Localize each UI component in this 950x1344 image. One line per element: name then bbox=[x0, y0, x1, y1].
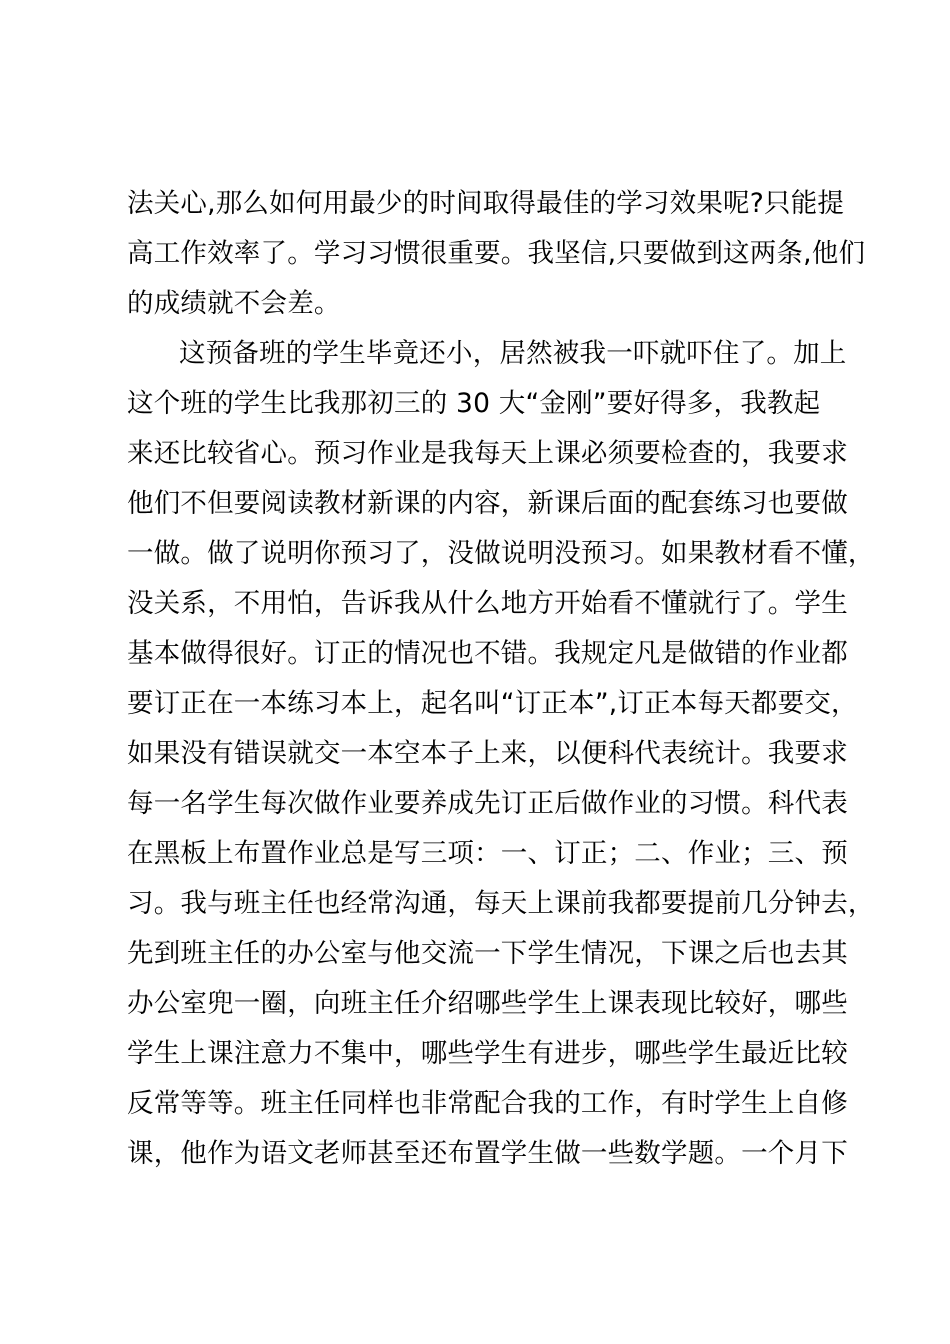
text-line: 学生上课注意力不集中，哪些学生有进步，哪些学生最近比较 bbox=[127, 1038, 848, 1069]
text-line: 办公室兜一圈，向班主任介绍哪些学生上课表现比较好，哪些 bbox=[127, 988, 848, 1019]
paragraph-first-line: 这预备班的学生毕竟还小，居然被我一吓就吓住了。加上 bbox=[179, 338, 847, 369]
text-line: 没关系，不用怕，告诉我从什么地方开始看不懂就行了。学生 bbox=[127, 588, 848, 619]
text-line: 一做。做了说明你预习了，没做说明没预习。如果教材看不懂， bbox=[127, 538, 875, 569]
text-line: 在黑板上布置作业总是写三项：一、订正；二、作业；三、预 bbox=[127, 838, 848, 869]
text-line: 习。我与班主任也经常沟通，每天上课前我都要提前几分钟去， bbox=[127, 888, 875, 919]
text-line: 来还比较省心。预习作业是我每天上课必须要检查的，我要求 bbox=[127, 438, 848, 469]
text-line: 基本做得很好。订正的情况也不错。我规定凡是做错的作业都 bbox=[127, 638, 848, 669]
text-line: 他们不但要阅读教材新课的内容，新课后面的配套练习也要做 bbox=[127, 488, 848, 519]
text-line: 先到班主任的办公室与他交流一下学生情况，下课之后也去其 bbox=[127, 938, 848, 969]
text-line: 要订正在一本练习本上，起名叫“订正本”,订正本每天都要交， bbox=[127, 688, 858, 719]
text-line: 高工作效率了。学习习惯很重要。我坚信,只要做到这两条,他们 bbox=[127, 238, 866, 269]
text-line: 如果没有错误就交一本空本子上来，以便科代表统计。我要求 bbox=[127, 738, 848, 769]
text-line: 每一名学生每次做作业要养成先订正后做作业的习惯。科代表 bbox=[127, 788, 848, 819]
text-line: 课，他作为语文老师甚至还布置学生做一些数学题。一个月下 bbox=[127, 1138, 848, 1169]
text-line: 反常等等。班主任同样也非常配合我的工作，有时学生上自修 bbox=[127, 1088, 848, 1119]
text-line: 法关心,那么如何用最少的时间取得最佳的学习效果呢?只能提 bbox=[127, 188, 845, 219]
text-line: 的成绩就不会差。 bbox=[127, 288, 341, 319]
text-line: 这个班的学生比我那初三的 30 大“金刚”要好得多，我教起 bbox=[127, 388, 821, 419]
